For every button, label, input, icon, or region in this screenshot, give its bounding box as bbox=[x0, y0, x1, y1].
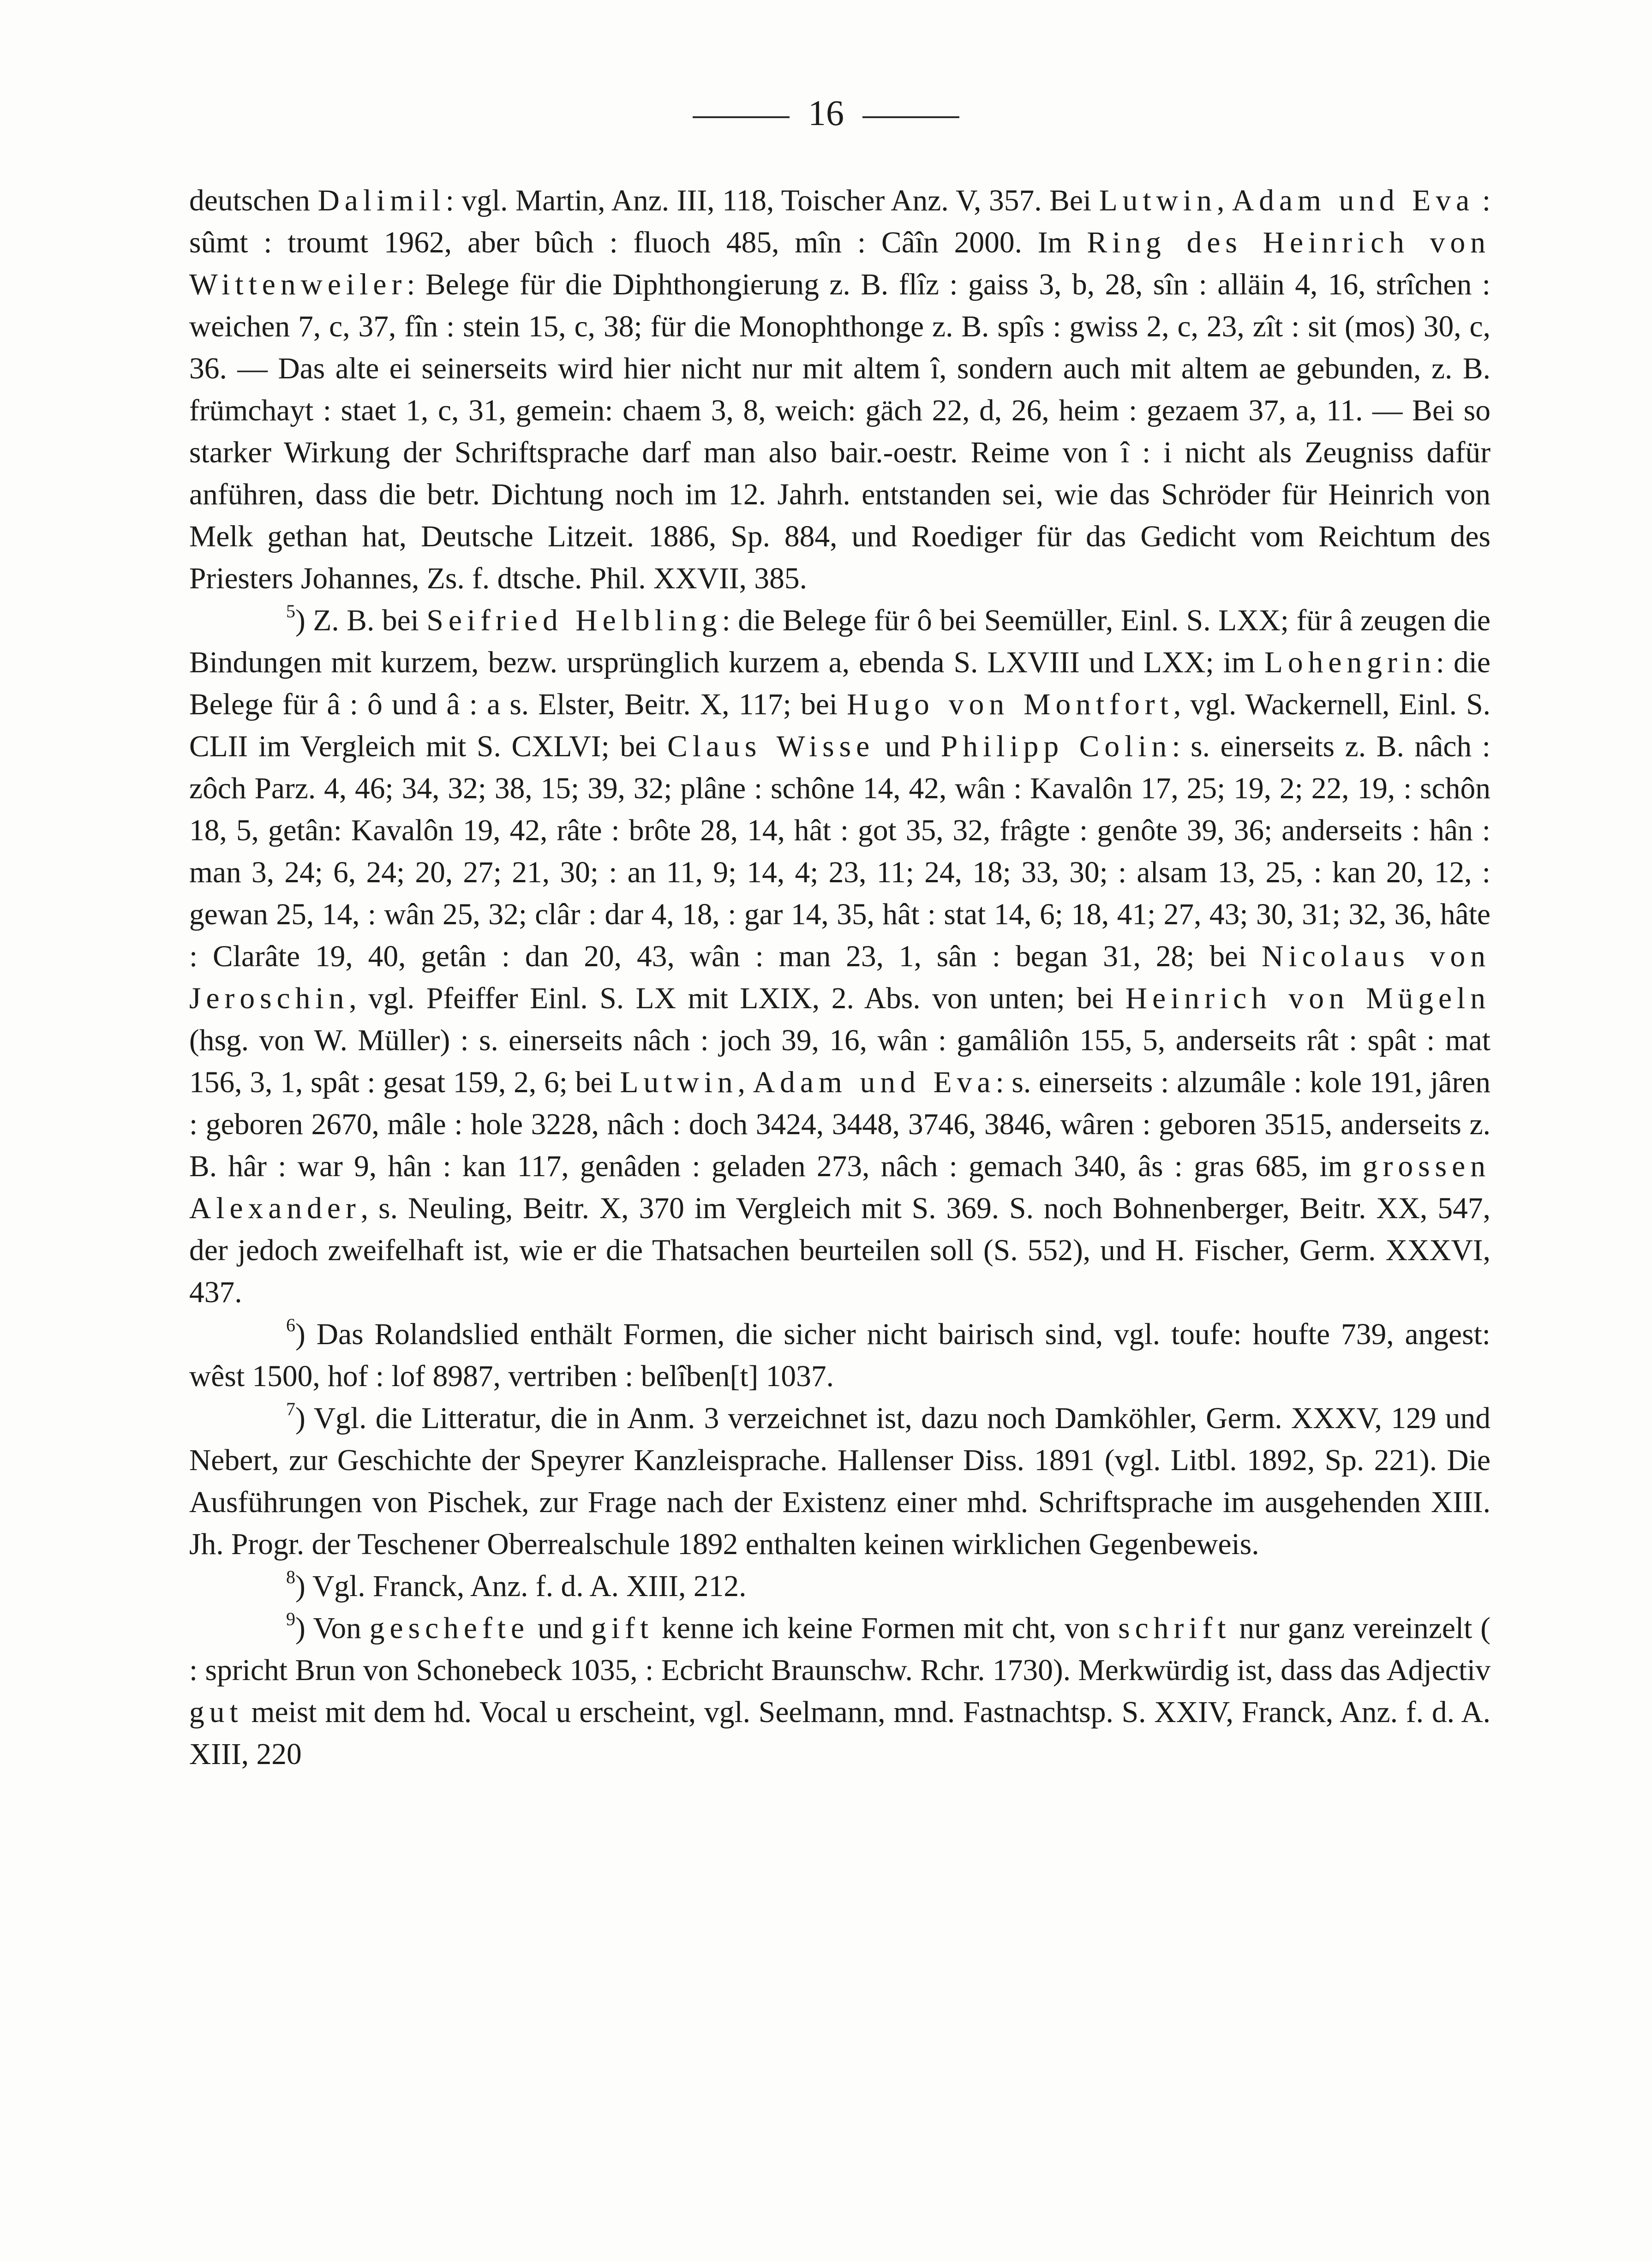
footnote-marker: 6 bbox=[286, 1315, 295, 1335]
text-run: : vgl. Martin, Anz. III, 118, Toischer Anz. V, 357. Bei bbox=[445, 184, 1099, 217]
page-body bbox=[189, 180, 1490, 1776]
text-run: ) Das Rolandslied enthält Formen, die sicher nicht bairisch sind, vgl. toufe: houfte 739, angest: wêst 1500, hof : lof 8987, vertriben : belîben[t] 1037. bbox=[189, 1318, 1490, 1393]
text-run: : s. einerseits : alzumâle : kole 191, jâren : geboren 2670, mâle : hole 3228, nâch : doch 3424, 3448, 3746, 3846, wâren : geboren 3515, anderseits z. B. hâr : war 9, hân : kan 117, genâden : geladen 273, nâch : gemach 340, âs : gras 685, im bbox=[189, 1066, 1491, 1183]
spaced-name: gift bbox=[591, 1612, 654, 1645]
spaced-name: geschefte bbox=[369, 1612, 530, 1645]
footnote-marker: 7 bbox=[286, 1399, 295, 1419]
text-run: ) Von bbox=[295, 1612, 370, 1645]
spaced-name: Claus Wisse bbox=[667, 730, 875, 763]
text-run: kenne ich keine Formen mit cht, von bbox=[653, 1612, 1119, 1645]
text-run: : sûmt : troumt 1962, aber bûch : fluoch 485, mîn : Câîn 2000. Im bbox=[189, 184, 1491, 259]
text-run: , bbox=[737, 1066, 753, 1099]
spaced-name: Adam und Eva bbox=[1232, 184, 1475, 217]
spaced-name: Lohengrin bbox=[1264, 646, 1436, 679]
text-run: und bbox=[874, 730, 941, 763]
footnote-6 bbox=[189, 1314, 1490, 1398]
spaced-name: Hugo von Montfort bbox=[847, 688, 1173, 721]
footnote-9 bbox=[189, 1608, 1490, 1776]
header-rule-right bbox=[862, 116, 959, 118]
text-run: nur ganz vereinzelt ( : spricht Brun von Schonebeck 1035, : Ecbricht Braunschw. Rchr. 1730). Merkwürdig ist, dass das Adjectiv bbox=[189, 1612, 1491, 1687]
text-run: deutschen bbox=[189, 184, 318, 217]
text-run: , s. Neuling, Beitr. X, 370 im Vergleich mit S. 369. S. noch Bohnenberger, Beitr. XX, 547, der jedoch zweifelhaft ist, wie er die Thatsachen beurteilen soll (S. 552), und H. Fischer, Germ. XXXVI, 437. bbox=[189, 1192, 1490, 1309]
text-run: : die Belege für ô bei Seemüller, Einl. S. LXX; für â zeugen die Bindungen mit kurzem, bezw. ursprünglich kurzem a, ebenda S. LXVIII und LXX; im bbox=[189, 604, 1490, 679]
text-run: : die Belege für â : ô und â : a s. Elster, Beitr. X, 117; bei bbox=[189, 646, 1491, 721]
text-run: , bbox=[1216, 184, 1232, 217]
header-rule-left bbox=[693, 116, 790, 118]
text-run: ) Z. B. bei bbox=[295, 604, 427, 637]
text-run: , vgl. Pfeiffer Einl. S. LX mit LXIX, 2. Abs. von unten; bei bbox=[349, 982, 1125, 1015]
footnote-8 bbox=[189, 1566, 1490, 1608]
spaced-name: Seifried Helbling bbox=[426, 604, 722, 637]
text-run: meist mit dem hd. Vocal u erscheint, vgl. Seelmann, mnd. Fastnachtsp. S. XXIV, Franck, Anz. f. d. A. XIII, 220 bbox=[189, 1696, 1490, 1771]
spaced-name: Adam und Eva bbox=[753, 1066, 996, 1099]
footnote-marker: 8 bbox=[286, 1567, 295, 1587]
spaced-name: Philipp Colin bbox=[940, 730, 1172, 763]
footnote-marker: 5 bbox=[286, 601, 295, 622]
page-number: 16 bbox=[808, 93, 844, 133]
footnote-5 bbox=[189, 600, 1490, 1314]
spaced-name: Dalimil bbox=[317, 184, 446, 217]
spaced-name: Nicolaus von Jeroschin bbox=[189, 940, 1490, 1015]
spaced-name: Ring des Heinrich von Wittenweiler bbox=[189, 226, 1490, 301]
text-run: ) Vgl. Franck, Anz. f. d. A. XIII, 212. bbox=[295, 1570, 747, 1603]
text-run: : Belege für die Diphthongierung z. B. flîz : gaiss 3, b, 28, sîn : alläin 4, 16, strîchen : weichen 7, c, 37, fîn : stein 15, c, 38; für die Monophthonge z. B. spîs : gwiss 2, c, 23, zît : sit (mos) 30, c, 36. — Das alte ei seinerseits wird hier nicht nur mit altem î, sondern auch mit altem ae gebunden, z. B. frümchayt : staet 1, c, 31, gemein: chaem 3, 8, weich: gäch 22, d, 26, heim : gezaem 37, a, 11. — Bei so starker Wirkung der Schriftsprache darf man also bair.-oestr. Reime von î : i nicht als Zeugniss dafür anführen, dass die betr. Dichtung noch im 12. Jahrh. entstanden sei, wie das Schröder für Heinrich von Melk gethan hat, Deutsche Litzeit. 1886, Sp. 884, und Roediger für das Gedicht vom Reichtum des Priesters Johannes, Zs. f. dtsche. Phil. XXVII, 385. bbox=[189, 268, 1490, 595]
text-run: ) Vgl. die Litteratur, die in Anm. 3 verzeichnet ist, dazu noch Damköhler, Germ. XXXV, 129 und Nebert, zur Geschichte der Speyrer Kanzleisprache. Hallenser Diss. 1891 (vgl. Litbl. 1892, Sp. 221). Die Ausführungen von Pischek, zur Frage nach der Existenz einer mhd. Schriftsprache im ausgehenden XIII. Jh. Progr. der Teschener Oberrealschule 1892 enthalten keinen wirklichen Gegenbeweis. bbox=[189, 1402, 1490, 1561]
footnote-marker: 9 bbox=[286, 1609, 295, 1629]
text-run: : s. einerseits z. B. nâch : zôch Parz. 4, 46; 34, 32; 38, 15; 39, 32; plâne : schône 14, 42, wân : Kavalôn 17, 25; 19, 2; 22, 19, : schôn 18, 5, getân: Kavalôn 19, 42, râte : brôte 28, 14, hât : got 35, 32, frâgte : genôte 39, 36; anderseits : hân : man 3, 24; 6, 24; 20, 27; 21, 30; : an 11, 9; 14, 4; 23, 11; 24, 18; 33, 30; : alsam 13, 25, : kan 20, 12, : gewan 25, 14, : wân 25, 32; clâr : dar 4, 18, : gar 14, 35, hât : stat 14, 6; 18, 41; 27, 43; 30, 31; 32, 36, hâte : Clarâte 19, 40, getân : dan 20, 43, wân : man 23, 1, sân : began 31, 28; bei bbox=[189, 730, 1490, 973]
footnote-7 bbox=[189, 1398, 1490, 1566]
page-header bbox=[0, 85, 1652, 141]
spaced-name: Lutwin bbox=[1099, 184, 1217, 217]
spaced-name: grossen Alexander bbox=[189, 1150, 1490, 1225]
text-run: , vgl. Wackernell, Einl. S. CLII im Vergleich mit S. CXLVI; bei bbox=[189, 688, 1491, 763]
spaced-name: Lutwin bbox=[620, 1066, 738, 1099]
spaced-name: Heinrich von Mügeln bbox=[1125, 982, 1490, 1015]
text-run: (hsg. von W. Müller) : s. einerseits nâch : joch 39, 16, wân : gamâliôn 155, 5, anderseits rât : spât : mat 156, 3, 1, spât : gesat 159, 2, 6; bei bbox=[189, 1024, 1490, 1099]
spaced-name: gut bbox=[189, 1696, 243, 1729]
continued-paragraph bbox=[189, 180, 1490, 600]
text-run: und bbox=[529, 1612, 592, 1645]
spaced-name: schrift bbox=[1118, 1612, 1231, 1645]
